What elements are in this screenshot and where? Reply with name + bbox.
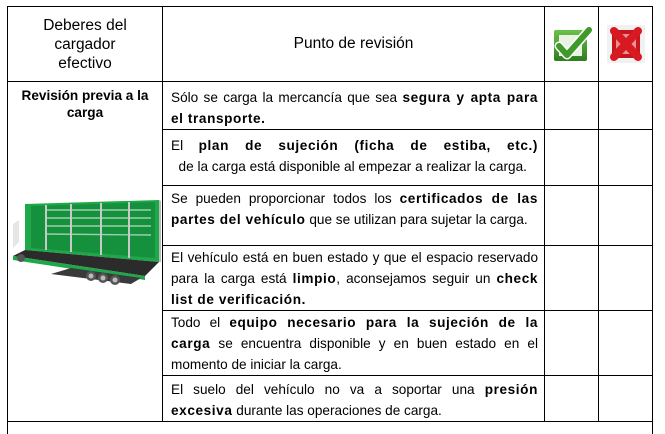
- trailer-image: [11, 190, 161, 286]
- yes-cell-6[interactable]: [545, 376, 599, 422]
- yes-cell-2[interactable]: [545, 130, 599, 186]
- header-yes: [545, 7, 599, 82]
- header-no: [599, 7, 653, 82]
- next-section-row: [8, 422, 653, 434]
- check-point-1: Sólo se carga la mercancía que sea segura y apta para el transporte.: [163, 82, 545, 130]
- yes-cell-3[interactable]: [545, 186, 599, 246]
- check-point-6: El suelo del vehículo no va a soportar una presión excesiva durante las operaciones de carga.: [163, 376, 545, 422]
- yes-cell-5[interactable]: [545, 311, 599, 376]
- header-point: Punto de revisión: [163, 7, 545, 82]
- next-section-cell: [8, 422, 599, 434]
- yes-cell-1[interactable]: [545, 82, 599, 130]
- no-cell-4[interactable]: [599, 246, 653, 311]
- header-duty: Deberes del cargador efectivo: [8, 7, 163, 82]
- no-cell-6[interactable]: [599, 376, 653, 422]
- no-cell-5[interactable]: [599, 311, 653, 376]
- check-point-3: Se pueden proporcionar todos los certificados de las partes del vehículo que se utilizan para sujetar la carga.: [163, 186, 545, 246]
- red-x-icon: [605, 23, 647, 65]
- no-cell-1[interactable]: [599, 82, 653, 130]
- check-point-4: El vehículo está en buen estado y que el espacio reservado para la carga está limpio, aconsejamos seguir un check list de verificación.: [163, 246, 545, 311]
- table-row: [8, 82, 653, 130]
- yes-cell-4[interactable]: [545, 246, 599, 311]
- check-point-2: El plan de sujeción (ficha de estiba, etc.) de la carga está disponible al empezar a realizar la carga.: [163, 130, 545, 186]
- no-cell-2[interactable]: [599, 130, 653, 186]
- checklist-table: [7, 6, 653, 434]
- no-cell-3[interactable]: [599, 186, 653, 246]
- green-check-icon: [551, 24, 593, 64]
- header-row: [8, 7, 653, 82]
- section-cell: Revisión previa a la carga: [8, 82, 163, 422]
- check-point-5: Todo el equipo necesario para la sujeción de la carga se encuentra disponible y en buen estado en el momento de iniciar la carga.: [163, 311, 545, 376]
